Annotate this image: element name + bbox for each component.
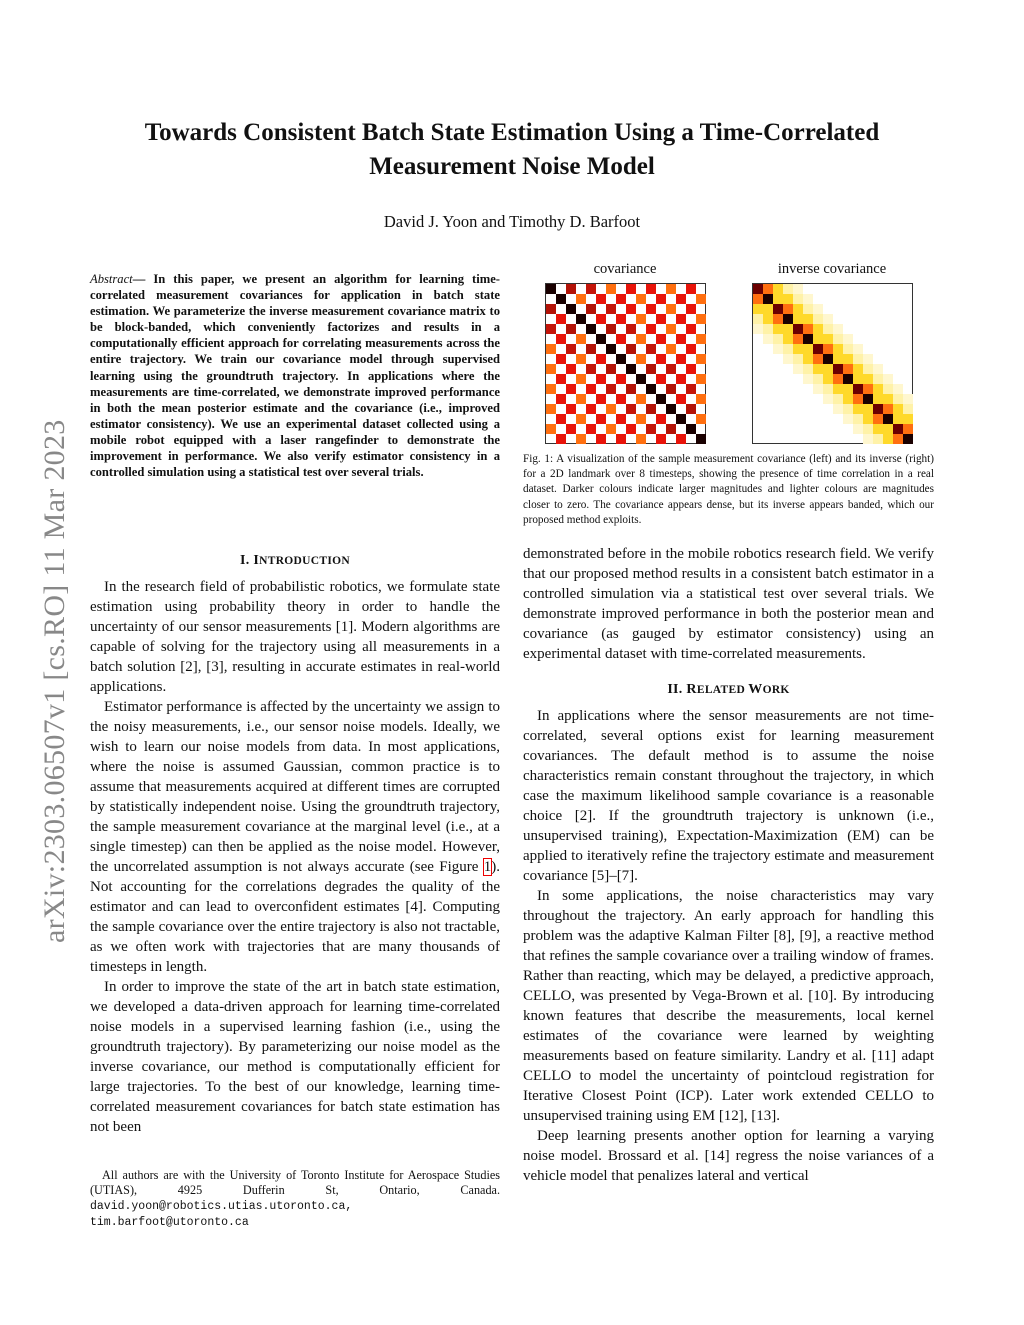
title-line-2: Measurement Noise Model — [369, 153, 655, 180]
inverse-covariance-cell — [843, 354, 853, 364]
covariance-cell — [596, 394, 606, 404]
figure-caption: Fig. 1: A visualization of the sample measurement covariance (left) and its inverse (right) for a 2D landmark over 8 timesteps, showing the presence of time correlation in a real dataset. Darker colours indicate larger magnitudes and lighter colours are magnitudes closer to zero. The covariance appears dense, but its inverse appears banded, which our proposed method exploits. — [523, 453, 934, 526]
inverse-covariance-cell — [903, 404, 913, 414]
inverse-covariance-cell — [833, 394, 843, 404]
covariance-cell — [546, 424, 556, 434]
covariance-cell — [576, 314, 586, 324]
inverse-covariance-cell — [803, 324, 813, 334]
inverse-covariance-cell — [883, 434, 893, 444]
covariance-cell — [676, 314, 686, 324]
covariance-cell — [656, 334, 666, 344]
covariance-cell — [556, 414, 566, 424]
inverse-covariance-cell — [793, 334, 803, 344]
covariance-cell — [546, 284, 556, 294]
covariance-cell — [546, 344, 556, 354]
covariance-cell — [606, 424, 616, 434]
inverse-covariance-cell — [823, 334, 833, 344]
figure-label-covariance: covariance — [593, 261, 657, 277]
covariance-cell — [626, 284, 636, 294]
inverse-covariance-cell — [773, 334, 783, 344]
inverse-covariance-cell — [853, 424, 863, 434]
inverse-covariance-cell — [863, 414, 873, 424]
covariance-heatmap — [545, 283, 706, 444]
email-link-1[interactable]: david.yoon@robotics.utias.utoronto.ca, — [90, 1200, 353, 1213]
inverse-covariance-cell — [903, 424, 913, 434]
covariance-cell — [586, 304, 596, 314]
covariance-cell — [636, 354, 646, 364]
covariance-cell — [616, 314, 626, 324]
inverse-covariance-cell — [893, 384, 903, 394]
covariance-cell — [646, 404, 656, 414]
covariance-cell — [596, 374, 606, 384]
covariance-cell — [636, 294, 646, 304]
inverse-covariance-cell — [853, 394, 863, 404]
covariance-cell — [696, 434, 706, 444]
covariance-cell — [686, 404, 696, 414]
inverse-covariance-cell — [793, 354, 803, 364]
covariance-cell — [666, 304, 676, 314]
abstract-text: — In this paper, we present an algorithm for learning time-correlated measurement covariances for application in batch state estimation. We parameterize the inverse measurement covariance matrix to be block-banded, which conveniently factorizes and results in a computationally efficient approach for correlating measurements across the entire trajectory. We train our covariance model through supervised learning using the groundtruth trajectory. In applications where the measurements are time-correlated, we demonstrate improved performance in both the mean posterior estimate and the covariance (i.e., improved estimator consistency). We use an experimental dataset collected using a mobile robot equipped with a laser rangefinder to demonstrate the improvement in performance. We also verify estimator consistency in a controlled simulation using a statistical test over several trials. — [90, 272, 500, 480]
inverse-covariance-cell — [753, 324, 763, 334]
inverse-covariance-cell — [803, 364, 813, 374]
inverse-covariance-cell — [903, 394, 913, 404]
inverse-covariance-cell — [773, 284, 783, 294]
covariance-cell — [676, 294, 686, 304]
covariance-cell — [656, 354, 666, 364]
section-heading-related-work: II. RELATED WORK — [667, 682, 790, 697]
inverse-covariance-cell — [773, 294, 783, 304]
inverse-covariance-cell — [883, 384, 893, 394]
covariance-cell — [586, 344, 596, 354]
inverse-covariance-cell — [843, 404, 853, 414]
figure-label-inverse-covariance: inverse covariance — [777, 261, 887, 277]
covariance-cell — [696, 334, 706, 344]
covariance-cell — [646, 284, 656, 294]
inverse-covariance-cell — [873, 424, 883, 434]
covariance-cell — [606, 284, 616, 294]
covariance-cell — [586, 424, 596, 434]
inverse-covariance-cell — [863, 364, 873, 374]
covariance-cell — [676, 414, 686, 424]
inverse-covariance-cell — [893, 404, 903, 414]
inverse-covariance-cell — [873, 364, 883, 374]
covariance-cell — [626, 324, 636, 334]
covariance-cell — [576, 294, 586, 304]
inverse-covariance-cell — [873, 384, 883, 394]
covariance-cell — [586, 364, 596, 374]
covariance-cell — [626, 304, 636, 314]
covariance-cell — [566, 284, 576, 294]
inverse-covariance-cell — [863, 374, 873, 384]
figure-reference-link[interactable]: 1 — [483, 859, 492, 875]
inverse-covariance-cell — [783, 344, 793, 354]
covariance-cell — [566, 404, 576, 414]
inverse-covariance-cell — [843, 334, 853, 344]
inverse-covariance-cell — [813, 314, 823, 324]
covariance-cell — [616, 434, 626, 444]
inverse-covariance-cell — [843, 394, 853, 404]
covariance-cell — [666, 284, 676, 294]
inverse-covariance-cell — [843, 384, 853, 394]
inverse-covariance-cell — [893, 424, 903, 434]
covariance-cell — [666, 364, 676, 374]
covariance-cell — [546, 304, 556, 314]
covariance-cell — [696, 314, 706, 324]
covariance-cell — [636, 394, 646, 404]
covariance-cell — [576, 374, 586, 384]
inverse-covariance-cell — [833, 334, 843, 344]
covariance-cell — [576, 334, 586, 344]
covariance-cell — [646, 364, 656, 374]
email-link-2[interactable]: tim.barfoot@utoronto.ca — [90, 1216, 249, 1229]
inverse-covariance-cell — [853, 414, 863, 424]
covariance-cell — [606, 324, 616, 334]
covariance-cell — [616, 354, 626, 364]
inverse-covariance-cell — [843, 414, 853, 424]
covariance-cell — [636, 374, 646, 384]
inverse-covariance-cell — [763, 314, 773, 324]
covariance-cell — [616, 294, 626, 304]
inverse-covariance-cell — [873, 374, 883, 384]
covariance-cell — [576, 414, 586, 424]
inverse-covariance-cell — [803, 344, 813, 354]
covariance-cell — [556, 434, 566, 444]
inverse-covariance-cell — [893, 394, 903, 404]
covariance-cell — [616, 334, 626, 344]
covariance-cell — [686, 324, 696, 334]
inverse-covariance-cell — [843, 374, 853, 384]
inverse-covariance-cell — [833, 404, 843, 414]
inverse-covariance-cell — [793, 284, 803, 294]
inverse-covariance-cell — [853, 404, 863, 414]
covariance-cell — [596, 294, 606, 304]
inverse-covariance-cell — [883, 404, 893, 414]
covariance-cell — [596, 314, 606, 324]
inverse-covariance-cell — [823, 384, 833, 394]
inverse-covariance-cell — [823, 344, 833, 354]
inverse-covariance-cell — [823, 374, 833, 384]
inverse-covariance-cell — [883, 374, 893, 384]
covariance-cell — [656, 414, 666, 424]
covariance-cell — [606, 344, 616, 354]
inverse-covariance-cell — [863, 434, 873, 444]
covariance-cell — [696, 414, 706, 424]
inverse-covariance-cell — [803, 374, 813, 384]
covariance-cell — [596, 354, 606, 364]
covariance-cell — [676, 354, 686, 364]
inverse-covariance-cell — [783, 304, 793, 314]
inverse-covariance-cell — [853, 374, 863, 384]
covariance-cell — [676, 434, 686, 444]
covariance-cell — [596, 334, 606, 344]
inverse-covariance-cell — [843, 344, 853, 354]
covariance-cell — [666, 404, 676, 414]
related-work-paragraph-3: Deep learning presents another option for learning a varying noise model. Brossard et al. [14] regress the noise variances of a vehicle model that penalizes lateral and vertical — [523, 1128, 934, 1184]
covariance-cell — [556, 354, 566, 364]
inverse-covariance-cell — [883, 394, 893, 404]
covariance-cell — [696, 394, 706, 404]
inverse-covariance-cell — [833, 384, 843, 394]
covariance-cell — [686, 284, 696, 294]
inverse-covariance-cell — [793, 364, 803, 374]
inverse-covariance-cell — [863, 384, 873, 394]
covariance-cell — [646, 384, 656, 394]
inverse-covariance-cell — [823, 354, 833, 364]
covariance-cell — [656, 394, 666, 404]
inverse-covariance-cell — [883, 424, 893, 434]
inverse-covariance-cell — [763, 324, 773, 334]
inverse-covariance-cell — [863, 424, 873, 434]
inverse-covariance-cell — [813, 354, 823, 364]
inverse-covariance-cell — [753, 284, 763, 294]
covariance-cell — [696, 354, 706, 364]
covariance-cell — [606, 384, 616, 394]
inverse-covariance-cell — [753, 304, 763, 314]
inverse-covariance-cell — [803, 304, 813, 314]
covariance-cell — [686, 384, 696, 394]
inverse-covariance-cell — [823, 364, 833, 374]
inverse-covariance-cell — [863, 404, 873, 414]
inverse-covariance-cell — [893, 434, 903, 444]
covariance-cell — [556, 394, 566, 404]
inverse-covariance-cell — [803, 294, 813, 304]
covariance-cell — [556, 334, 566, 344]
covariance-cell — [686, 344, 696, 354]
inverse-covariance-cell — [783, 294, 793, 304]
covariance-cell — [686, 304, 696, 314]
inverse-covariance-cell — [833, 354, 843, 364]
covariance-cell — [626, 364, 636, 374]
covariance-cell — [546, 384, 556, 394]
covariance-cell — [576, 434, 586, 444]
covariance-cell — [656, 434, 666, 444]
covariance-cell — [546, 364, 556, 374]
covariance-cell — [576, 394, 586, 404]
title-line-1: Towards Consistent Batch State Estimation Using a Time-Correlated — [144, 119, 880, 146]
covariance-cell — [576, 354, 586, 364]
left-column — [90, 551, 500, 1137]
covariance-cell — [666, 384, 676, 394]
inverse-covariance-cell — [873, 404, 883, 414]
covariance-cell — [586, 324, 596, 334]
covariance-cell — [606, 404, 616, 414]
inverse-covariance-cell — [813, 304, 823, 314]
covariance-cell — [556, 374, 566, 384]
covariance-cell — [566, 364, 576, 374]
inverse-covariance-cell — [903, 414, 913, 424]
inverse-covariance-cell — [863, 394, 873, 404]
abstract-lead: Abstract — [90, 272, 133, 286]
inverse-covariance-cell — [793, 324, 803, 334]
covariance-cell — [656, 314, 666, 324]
inverse-covariance-cell — [773, 314, 783, 324]
covariance-cell — [596, 434, 606, 444]
covariance-cell — [666, 324, 676, 334]
inverse-covariance-cell — [853, 344, 863, 354]
covariance-cell — [666, 424, 676, 434]
covariance-cell — [676, 334, 686, 344]
inverse-covariance-cell — [823, 394, 833, 404]
covariance-cell — [566, 344, 576, 354]
inverse-covariance-cell — [783, 324, 793, 334]
covariance-cell — [656, 294, 666, 304]
inverse-covariance-cell — [793, 304, 803, 314]
inverse-covariance-cell — [863, 354, 873, 364]
covariance-cell — [686, 364, 696, 374]
inverse-covariance-cell — [803, 354, 813, 364]
inverse-covariance-cell — [853, 354, 863, 364]
inverse-covariance-cell — [783, 334, 793, 344]
inverse-covariance-cell — [813, 374, 823, 384]
covariance-cell — [566, 424, 576, 434]
inverse-covariance-cell — [793, 294, 803, 304]
inverse-covariance-cell — [823, 324, 833, 334]
inverse-covariance-cell — [833, 374, 843, 384]
covariance-cell — [566, 304, 576, 314]
inverse-covariance-heatmap — [752, 283, 913, 444]
inverse-covariance-cell — [813, 384, 823, 394]
section-heading-introduction: I. INTRODUCTION — [240, 553, 350, 568]
covariance-cell — [546, 324, 556, 334]
abstract — [90, 271, 500, 480]
intro-paragraph-3: In order to improve the state of the art in batch state estimation, we developed a data-driven approach for learning time-correlated noise models in a supervised learning fashion (i.e., using the groundtruth trajectory). By parameterizing our noise model as the inverse covariance, our method is computationally efficient for large trajectories. To the best of our knowledge, learning time-correlated measurement covariances for batch state estimation has not been — [90, 979, 500, 1135]
inverse-covariance-cell — [783, 354, 793, 364]
covariance-cell — [676, 394, 686, 404]
inverse-covariance-cell — [793, 344, 803, 354]
covariance-cell — [646, 324, 656, 334]
inverse-covariance-cell — [813, 324, 823, 334]
covariance-cell — [636, 434, 646, 444]
covariance-cell — [586, 404, 596, 414]
inverse-covariance-cell — [843, 364, 853, 374]
inverse-covariance-cell — [803, 314, 813, 324]
covariance-cell — [646, 344, 656, 354]
covariance-cell — [626, 384, 636, 394]
inverse-covariance-cell — [763, 304, 773, 314]
inverse-covariance-cell — [883, 414, 893, 424]
covariance-cell — [636, 314, 646, 324]
covariance-cell — [686, 424, 696, 434]
covariance-cell — [696, 374, 706, 384]
inverse-covariance-cell — [763, 294, 773, 304]
related-work-paragraph-2: In some applications, the noise characteristics may vary throughout the trajectory. An early approach for handling this problem was the adaptive Kalman Filter [8], [9], a reactive method that refines the sample covariance over a trailing window of frames. Rather than reacting, which may be delayed, a predictive approach, CELLO, was presented by Vega-Brown et al. [10]. By introducing known features that describe the measurements, local kernel estimates of the covariance were learned by weighting measurements based on feature similarity. Landry et al. [11] adapt CELLO to model the uncertainty of pointcloud registration for Iterative Closest Point (ICP). Later work extended CELLO to unsupervised training using EM [12], [13]. — [523, 888, 934, 1124]
inverse-covariance-cell — [853, 384, 863, 394]
inverse-covariance-cell — [763, 284, 773, 294]
covariance-cell — [546, 404, 556, 414]
covariance-cell — [646, 424, 656, 434]
inverse-covariance-cell — [893, 414, 903, 424]
inverse-covariance-cell — [833, 344, 843, 354]
inverse-covariance-cell — [813, 364, 823, 374]
inverse-covariance-cell — [873, 414, 883, 424]
covariance-cell — [696, 294, 706, 304]
inverse-covariance-cell — [873, 434, 883, 444]
covariance-cell — [676, 374, 686, 384]
inverse-covariance-cell — [753, 294, 763, 304]
author-footnote: All authors are with the University of Toronto Institute for Aerospace Studies (UTIAS), 4925 Dufferin St, Ontario, Canada. david.yoon@robotics.utias.utoronto.ca, tim.barfoot@utoronto.ca — [90, 1168, 500, 1229]
covariance-cell — [616, 374, 626, 384]
paper-title — [60, 116, 964, 184]
covariance-cell — [626, 424, 636, 434]
inverse-covariance-cell — [773, 304, 783, 314]
intro-paragraph-2: Estimator performance is affected by the uncertainty we assign to the noisy measurements, i.e., our sensor noise models. Ideally, we wish to learn our noise models from data. In most applications, where the noise is assumed Gaussian, common practice is to assume that measurements acquired at different times are corrupted by statistically independent noise. Using the groundtruth trajectory, the sample measurement covariance at the marginal level (i.e., at a single timestep) can then be applied as the noise model. However, the uncorrelated assumption is not always accurate (see Figure 1). Not accounting for the correlations degrades the quality of the estimator and can lead to overconfident estimates [4]. Computing the sample covariance over the entire trajectory is also not tractable, as we often work with trajectories that are many thousands of timesteps in length. — [90, 699, 500, 975]
authors: David J. Yoon and Timothy D. Barfoot — [383, 212, 641, 231]
inverse-covariance-cell — [833, 364, 843, 374]
covariance-cell — [566, 384, 576, 394]
covariance-cell — [596, 414, 606, 424]
inverse-covariance-cell — [833, 324, 843, 334]
covariance-cell — [656, 374, 666, 384]
inverse-covariance-cell — [763, 334, 773, 344]
covariance-cell — [616, 394, 626, 404]
inverse-covariance-cell — [773, 324, 783, 334]
inverse-covariance-cell — [803, 334, 813, 344]
covariance-cell — [586, 384, 596, 394]
arxiv-identifier: arXiv:2303.06507v1 [cs.RO] 11 Mar 2023 — [38, 419, 71, 943]
inverse-covariance-cell — [783, 284, 793, 294]
covariance-cell — [586, 284, 596, 294]
covariance-cell — [556, 314, 566, 324]
inverse-covariance-cell — [853, 364, 863, 374]
inverse-covariance-cell — [903, 434, 913, 444]
covariance-cell — [626, 344, 636, 354]
intro-paragraph-1: In the research field of probabilistic robotics, we formulate state estimation using probability theory in order to handle the uncertainty of our sensor measurements [1]. Modern algorithms are capable of solving for the trajectory using all measurements in a batch solution [2], [3], resulting in accurate estimates in real-world applications. — [90, 579, 500, 695]
inverse-covariance-cell — [773, 344, 783, 354]
inverse-covariance-cell — [783, 314, 793, 324]
inverse-covariance-cell — [793, 314, 803, 324]
covariance-cell — [556, 294, 566, 304]
related-work-paragraph-1: In applications where the sensor measurements are not time-correlated, several options exist for learning measurement covariances. The default method is to assume the noise characteristics remain constant throughout the trajectory, in which case the maximum likelihood sample covariance is a reasonable choice [2]. If the groundtruth trajectory is unknown (i.e., unsupervised training), Expectation-Maximization (EM) can be applied to iteratively refine the trajectory estimate and measurement covariance [5]–[7]. — [523, 708, 934, 884]
inverse-covariance-cell — [873, 394, 883, 404]
covariance-cell — [566, 324, 576, 334]
covariance-cell — [646, 304, 656, 314]
covariance-cell — [636, 334, 646, 344]
intro-paragraph-continued: demonstrated before in the mobile robotics research field. We verify that our proposed method results in a consistent batch estimator in a controlled simulation via a statistical test over several trials. We demonstrate improved performance in both the posterior mean and covariance (as gauged by estimator consistency) using an experimental dataset with time-correlated measurements. — [523, 546, 934, 662]
inverse-covariance-cell — [813, 334, 823, 344]
covariance-cell — [626, 404, 636, 414]
inverse-covariance-cell — [753, 314, 763, 324]
right-column — [523, 544, 934, 1186]
covariance-cell — [636, 414, 646, 424]
inverse-covariance-cell — [813, 344, 823, 354]
covariance-cell — [606, 304, 616, 314]
covariance-cell — [606, 364, 616, 374]
covariance-cell — [666, 344, 676, 354]
covariance-cell — [616, 414, 626, 424]
inverse-covariance-cell — [823, 314, 833, 324]
